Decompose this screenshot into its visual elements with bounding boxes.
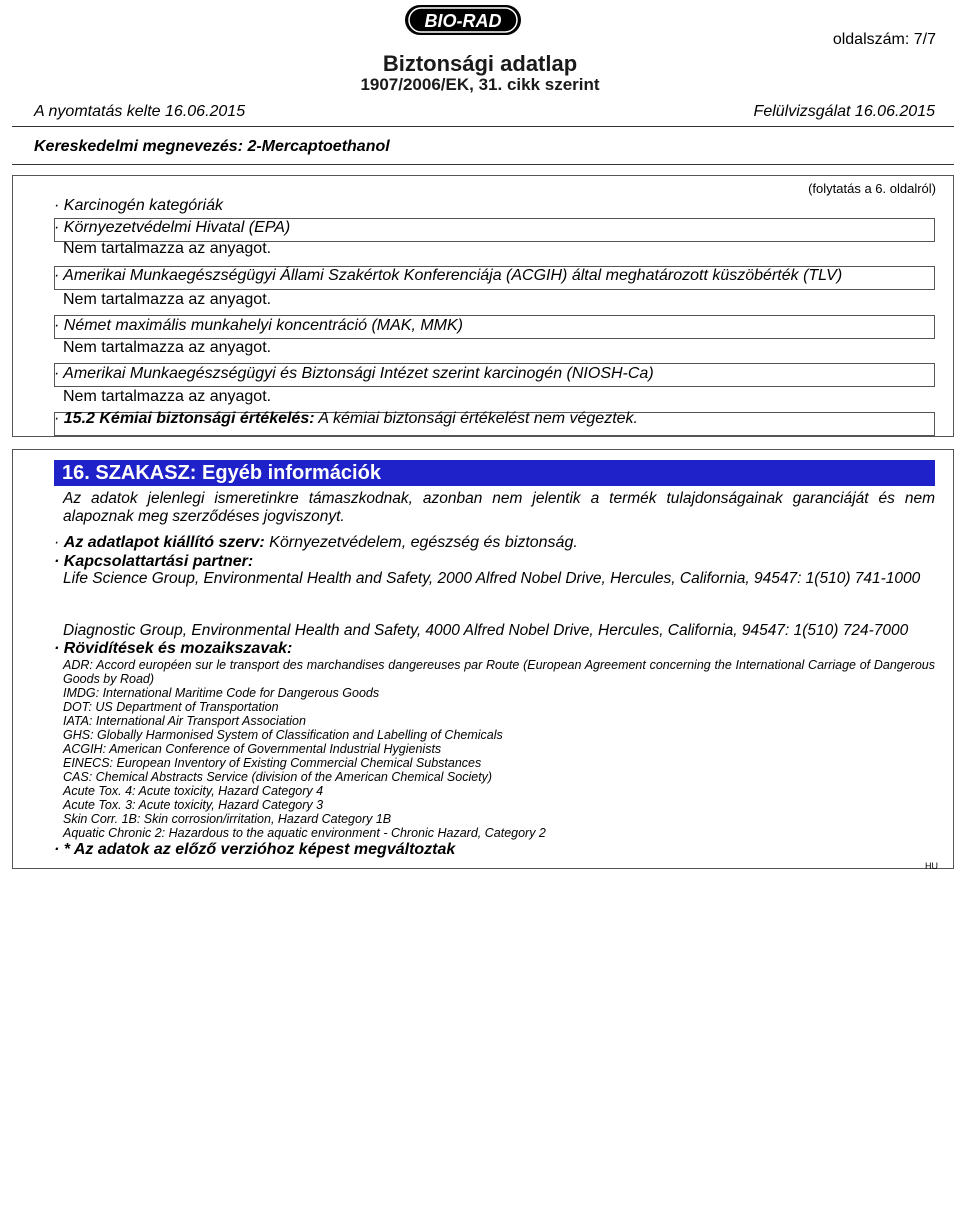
divider (12, 126, 954, 127)
chemical-safety-assessment: · 15.2 Kémiai biztonsági értékelés: A kémiai biztonsági értékelést nem végeztek. (54, 410, 638, 427)
contact-label: Kapcsolattartási partner: (63, 553, 254, 570)
abbreviation-item: IATA: International Air Transport Association (63, 714, 306, 728)
niosh-heading: · Amerikai Munkaegészségügyi és Biztonsági Intézet szerint karcinogén (NIOSH-Ca) (54, 365, 654, 382)
abbreviation-item: Acute Tox. 4: Acute toxicity, Hazard Category 4 (63, 784, 324, 798)
logo-text: BIO-RAD (424, 11, 502, 31)
trade-name: Kereskedelmi megnevezés: 2-Mercaptoethanol (34, 138, 390, 155)
abbreviation-item: EINECS: European Inventory of Existing Commercial Chemical Substances (63, 756, 482, 770)
page-number: oldalszám: 7/7 (832, 31, 936, 48)
epa-value: Nem tartalmazza az anyagot. (63, 240, 272, 257)
abbreviation-item: Aquatic Chronic 2: Hazardous to the aquatic environment - Chronic Hazard, Category 2 (63, 826, 546, 840)
contact: · Kapcsolattartási partner: (54, 553, 254, 570)
section-16-heading: 16. SZAKASZ: Egyéb információk (54, 460, 935, 486)
divider (12, 164, 954, 165)
epa-heading: · Környezetvédelmi Hivatal (EPA) (54, 219, 291, 236)
abbreviations-label: Rövidítések és mozaikszavak: (63, 640, 293, 657)
document-subtitle: 1907/2006/EK, 31. cikk szerint (360, 75, 600, 94)
acgih-value: Nem tartalmazza az anyagot. (63, 291, 272, 308)
abbreviation-item: Skin Corr. 1B: Skin corrosion/irritation, Hazard Category 1B (63, 812, 392, 826)
abbreviations: · Rövidítések és mozaikszavak: (54, 640, 293, 657)
issuer: · Az adatlapot kiállító szerv: Környezetvédelem, egészség és biztonság. (54, 534, 578, 551)
revision-date: Felülvizsgálat 16.06.2015 (753, 103, 935, 120)
changes-note-text: * Az adatok az előző verzióhoz képest megváltoztak (63, 841, 456, 858)
print-date: A nyomtatás kelte 16.06.2015 (34, 103, 246, 120)
abbreviation-item: Acute Tox. 3: Acute toxicity, Hazard Category 3 (63, 798, 324, 812)
language-code: HU (925, 861, 938, 871)
acgih-heading: · Amerikai Munkaegészségügyi Állami Szakértok Konferenciája (ACGIH) által meghatározott küszöbérték (TLV) (54, 267, 843, 284)
abbreviation-item: IMDG: International Maritime Code for Dangerous Goods (63, 686, 380, 700)
issuer-label: Az adatlapot kiállító szerv: (63, 534, 265, 551)
carcinogen-categories: · Karcinogén kategóriák (54, 197, 223, 214)
abbreviation-item: GHS: Globally Harmonised System of Classification and Labelling of Chemicals (63, 728, 503, 742)
contact-diagnostic: Diagnostic Group, Environmental Health and Safety, 4000 Alfred Nobel Drive, Hercules, California, 94547: 1(510) 724-7000 (63, 622, 909, 639)
mak-heading: · Német maximális munkahelyi koncentráció (MAK, MMK) (54, 317, 463, 334)
document-title: Biztonsági adatlap (382, 51, 578, 76)
abbreviation-item: CAS: Chemical Abstracts Service (division of the American Chemical Society) (63, 770, 493, 784)
abbreviation-item: ACGIH: American Conference of Governmental Industrial Hygienists (63, 742, 442, 756)
issuer-value: Környezetvédelem, egészség és biztonság. (269, 534, 578, 551)
bio-rad-logo (404, 4, 522, 36)
niosh-value: Nem tartalmazza az anyagot. (63, 388, 272, 405)
assessment-value: A kémiai biztonsági értékelést nem végeztek. (318, 410, 638, 427)
changes-note: · * Az adatok az előző verzióhoz képest megváltoztak (54, 841, 456, 858)
abbreviation-item: ADR: Accord européen sur le transport des marchandises dangereuses par Route (European Agreement concerning the International Carriage of Dangerous Goods by Road) (63, 658, 935, 686)
contact-life-science: Life Science Group, Environmental Health and Safety, 2000 Alfred Nobel Drive, Hercules, California, 94547: 1(510) 741-1000 (63, 570, 921, 587)
abbreviation-item: DOT: US Department of Transportation (63, 700, 279, 714)
disclaimer: Az adatok jelenlegi ismeretinkre támaszkodnak, azonban nem jelentik a termék tulajdonságainak garanciáját és nem alapoznak meg szerződéses jogviszonyt. (63, 490, 935, 525)
mak-value: Nem tartalmazza az anyagot. (63, 339, 272, 356)
assessment-label: 15.2 Kémiai biztonsági értékelés: (63, 410, 315, 427)
continued-note: (folytatás a 6. oldalról) (808, 181, 936, 196)
